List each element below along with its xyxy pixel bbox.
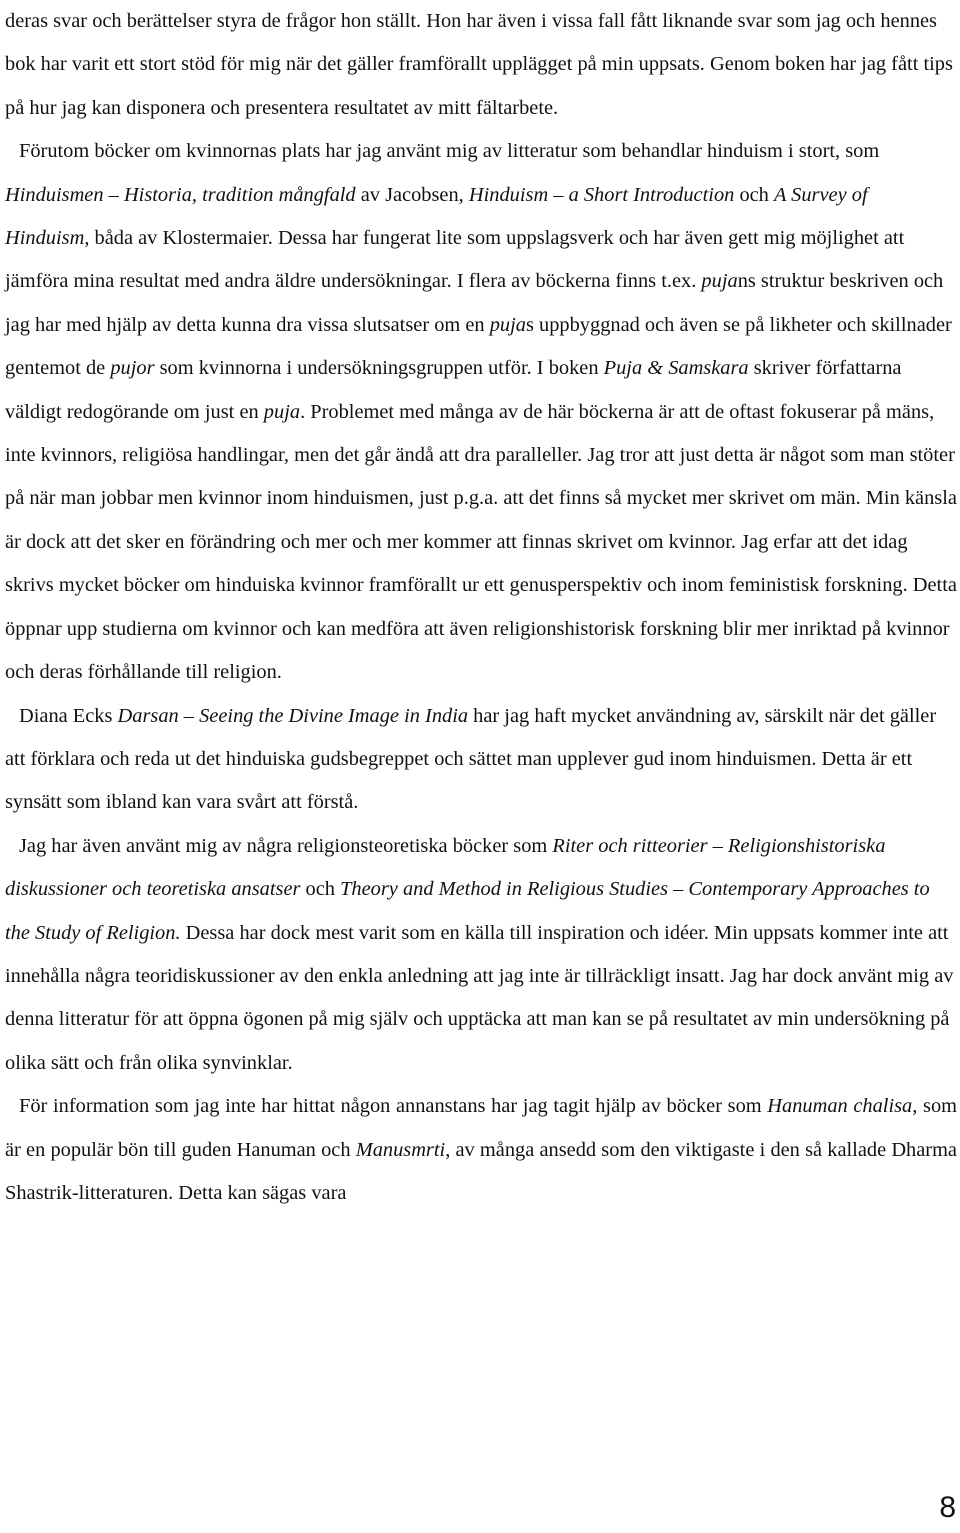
page-number: 8 [939, 1491, 956, 1524]
book-title: Darsan – Seeing the Divine Image in India [117, 704, 469, 727]
term-italic: puja [701, 270, 738, 293]
book-title: A Survey of Hinduism [5, 183, 868, 250]
term-italic: puja [489, 313, 526, 336]
paragraph-theory: Jag har även använt mig av några religionsteoretiska böcker som Riter och ritteorier – Religionshistoriska diskussioner och teoretiska ansatser och Theory and Method in Religious Studies – Contemporary Approaches to the Study of Religion. Dessa har dock mest varit som en källa till inspiration och idéer. Min uppsats kommer inte att innehålla några teoridiskussioner av den enkla anledning att jag inte är tillräckligt insatt. Jag har dock använt mig av denna litteratur för att öppna ögonen på mig själv och upptäcka att man kan se på resultatet av min undersökning på olika sätt och från olika synvinklar. [5, 834, 954, 1074]
book-title: Hinduismen – Historia, tradition mångfald [5, 183, 356, 206]
book-title: Puja & Samskara [603, 357, 749, 380]
book-title: Hanuman chalisa [767, 1095, 913, 1118]
paragraph-other-sources: För information som jag inte har hittat någon annanstans har jag tagit hjälp av böcker som Hanuman chalisa, som är en populär bön till guden Hanuman och Manusmrti, av många ansedd som den viktigaste i den så kallade Dharma Shastrik-litteraturen. Detta kan sägas vara [5, 1095, 957, 1204]
paragraph-hinduism-literature: Förutom böcker om kvinnornas plats har jag använt mig av litteratur som behandlar hinduism i stort, som Hinduismen – Historia, tradition mångfald av Jacobsen, Hinduism – a Short Introduction och A Survey of Hinduism, båda av Klostermaier. Dessa har fungerat lite som uppslagsverk och har även gett mig möjlighet att jämföra mina resultat med andra äldre undersökningar. I flera av böckerna finns t.ex. pujans struktur beskriven och jag har med hjälp av detta kunna dra vissa slutsatser om en pujas uppbyggnad och även se på likheter och skillnader gentemot de pujor som kvinnorna i undersökningsgruppen utför. I boken Puja & Samskara skriver författarna väldigt redogörande om just en puja. Problemet med många av de här böckerna är att de oftast fokuserar på mäns, inte kvinnors, religiösa handlingar, men det går ändå att dra paralleller. Jag tror att just detta är något som man stöter på när man jobbar men kvinnor inom hinduismen, just p.g.a. att det finns så mycket mer skrivet om män. Min känsla är dock att det sker en förändring och mer och mer kommer att finnas skrivet om kvinnor. Jag erfar att det idag skrivs mycket böcker om hinduiska kvinnor framförallt ur ett genusperspektiv och inom feministisk forskning. Detta öppnar upp studierna om kvinnor och kan medföra att även religionshistorisk forskning blir mer inriktad på kvinnor och deras förhållande till religion. [5, 140, 957, 684]
book-title: Hinduism – a Short Introduction [468, 183, 735, 206]
term-italic: pujor [110, 357, 155, 380]
book-title: Theory and Method in Religious Studies – Contemporary Approaches to the Study of Religion. [5, 878, 930, 944]
paragraph-continuation: deras svar och berättelser styra de frågor hon ställt. Hon har även i vissa fall fått liknande svar som jag och hennes bok har varit ett stort stöd för mig när det gäller framförallt upplägget på min uppsats. Genom boken har jag fått tips på hur jag kan disponera och presentera resultatet av mitt fältarbete. [5, 10, 953, 119]
term-italic: puja [263, 400, 301, 423]
book-title: Manusmrti [355, 1138, 446, 1161]
paragraph-eck: Diana Ecks Darsan – Seeing the Divine Image in India har jag haft mycket användning av, särskilt när det gäller att förklara och reda ut det hinduiska gudsbegreppet och sättet man upplever gud inom hinduismen. Detta är ett synsätt som ibland kan vara svårt att förstå. [5, 704, 937, 814]
book-title: Riter och ritteorier – Religionshistoriska diskussioner och teoretiska ansatser [5, 834, 886, 901]
body-text [5, 0, 957, 1215]
